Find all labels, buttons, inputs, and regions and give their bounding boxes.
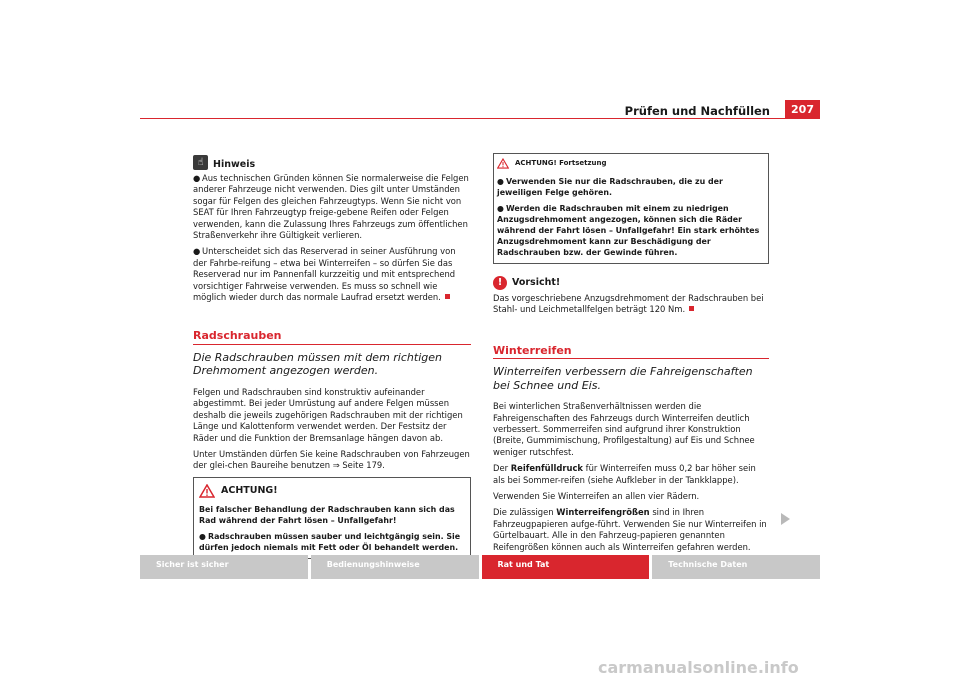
body-paragraph: Der Reifenfülldruck für Winterreifen muss 0,2 bar höher sein als bei Sommer-reifen (siehe Aufkleber in der Tankklappe). <box>493 463 756 485</box>
footer-tab-technische-daten[interactable]: Technische Daten <box>652 555 820 579</box>
end-marker-icon <box>445 294 450 299</box>
note-hand-icon: ☝ <box>193 155 208 170</box>
section-subtitle: Die Radschrauben müssen mit dem richtigen Drehmoment angezogen werden. <box>193 350 442 378</box>
body-paragraph: Unter Umständen dürfen Sie keine Radschrauben von Fahrzeugen der glei-chen Baureihe benutzen ⇒ Seite 179. <box>193 448 470 471</box>
note-header <box>193 155 471 170</box>
section-title-radschrauben: Radschrauben <box>193 330 471 344</box>
exclamation-icon: ! <box>493 276 507 290</box>
warning-bullet: ● Radschrauben müssen sauber und leichtgängig sein. Sie dürfen jedoch niemals mit Fett oder Öl behandelt werden. <box>199 531 461 552</box>
body-paragraph: Felgen und Radschrauben sind konstruktiv aufeinander abgestimmt. Bei jeder Umrüstung auf andere Felgen müssen deshalb die jeweils zugehörigen Radschrauben mit der richtigen Länge und Kalottenform verwendet werden. Der Festsitz der Räder und die Funktion der Bremsanlage hängen davon ab. <box>193 386 463 443</box>
warning-continued-box <box>493 153 769 264</box>
footer-tab-bedienung[interactable]: Bedienungshinweise <box>311 555 479 579</box>
caution-text: Das vorgeschriebene Anzugsdrehmoment der Radschrauben bei Stahl- und Leichmetallfelgen beträgt 120 Nm. <box>493 293 764 315</box>
left-column <box>193 155 471 559</box>
body-paragraph: Bei winterlichen Straßenverhältnissen werden die Fahreigenschaften des Fahrzeugs durch Winterreifen deutlich verbessert. Sommerreifen sind aufgrund ihrer Konstruktion (Breite, Gummimischung, Profilgestaltung) auf Eis und Schnee weniger rutschfest. <box>493 401 755 457</box>
bullet-icon: ● <box>193 246 201 257</box>
caution-header <box>493 276 769 290</box>
end-marker-icon <box>689 306 694 311</box>
warning-header <box>199 484 465 498</box>
page-header-title: Prüfen und Nachfüllen <box>624 104 770 118</box>
warning-triangle-icon <box>199 484 215 498</box>
bullet-icon: ● <box>199 531 206 541</box>
warning-box <box>193 477 471 559</box>
footer-nav <box>140 555 820 579</box>
next-page-arrow-icon[interactable] <box>781 513 790 525</box>
note-bullet: ● Aus technischen Gründen können Sie normalerweise die Felgen anderer Fahrzeuge nicht verwenden. Dies gilt unter Umständen sogar für Felgen des gleichen Fahrzeugtyps. Wenn Sie nicht von SEAT für Ihren Fahrzeugtyp freige-gebene Reifen oder Felgen verwenden, kann die Zulassung Ihres Fahrzeugs zum öffentlichen Straßenverkehr ihre Gültigkeit verlieren. <box>193 173 469 241</box>
warning-text: Bei falscher Behandlung der Radschrauben kann sich das Rad während der Fahrt lösen – Unfallgefahr! <box>199 504 455 525</box>
section-subtitle: Winterreifen verbessern die Fahreigenschaften bei Schnee und Eis. <box>493 365 753 392</box>
header-divider <box>140 118 820 119</box>
bullet-icon: ● <box>497 177 504 186</box>
warning-title: ACHTUNG! <box>221 485 278 497</box>
right-column <box>493 155 769 558</box>
warning-bullet: ● Werden die Radschrauben mit einem zu niedrigen Anzugsdrehmoment angezogen, können sich die Räder während der Fahrt lösen – Unfallgefahr! Ein stark erhöhtes Anzugsdrehmoment kann zur Beschädigung der Radschrauben bzw. der Gewinde führen. <box>497 204 760 257</box>
note-title: Hinweis <box>213 158 256 170</box>
warning-continued-title: ACHTUNG! Fortsetzung <box>515 159 607 167</box>
section-title-winterreifen: Winterreifen <box>493 345 769 359</box>
note-bullet: ● Unterscheidet sich das Reserverad in seiner Ausführung von der Fahrbe-reifung – etwa bei Winterreifen – so dürfen Sie das Reserverad nur im Pannenfall kurzzeitig und mit entsprechend vorsichtiger Fahrweise verwenden. Es muss so schnell wie möglich wieder durch das normale Laufrad ersetzt werden. <box>193 246 456 303</box>
warning-triangle-icon <box>497 158 509 169</box>
bullet-icon: ● <box>193 173 201 183</box>
warning-bullet: ● Verwenden Sie nur die Radschrauben, die zu der jeweiligen Felge gehören. <box>497 177 723 197</box>
watermark: carmanualsonline.info <box>598 658 799 677</box>
footer-tab-sicher[interactable]: Sicher ist sicher <box>140 555 308 579</box>
warning-continued-header <box>497 158 763 169</box>
page-number: 207 <box>785 100 820 118</box>
bullet-icon: ● <box>497 204 504 213</box>
footer-tab-rat-und-tat[interactable]: Rat und Tat <box>482 555 650 579</box>
caution-title: Vorsicht! <box>512 277 561 289</box>
body-paragraph: Die zulässigen Winterreifengrößen sind in Ihren Fahrzeugpapieren aufge-führt. Verwenden Sie nur Winterreifen in Gürtelbauart. Alle in den Fahrzeug-papieren genannten Reifengrößen können auch als Winterreifen gefahren werden. <box>493 507 767 552</box>
body-paragraph: Verwenden Sie Winterreifen an allen vier Rädern. <box>493 491 700 502</box>
